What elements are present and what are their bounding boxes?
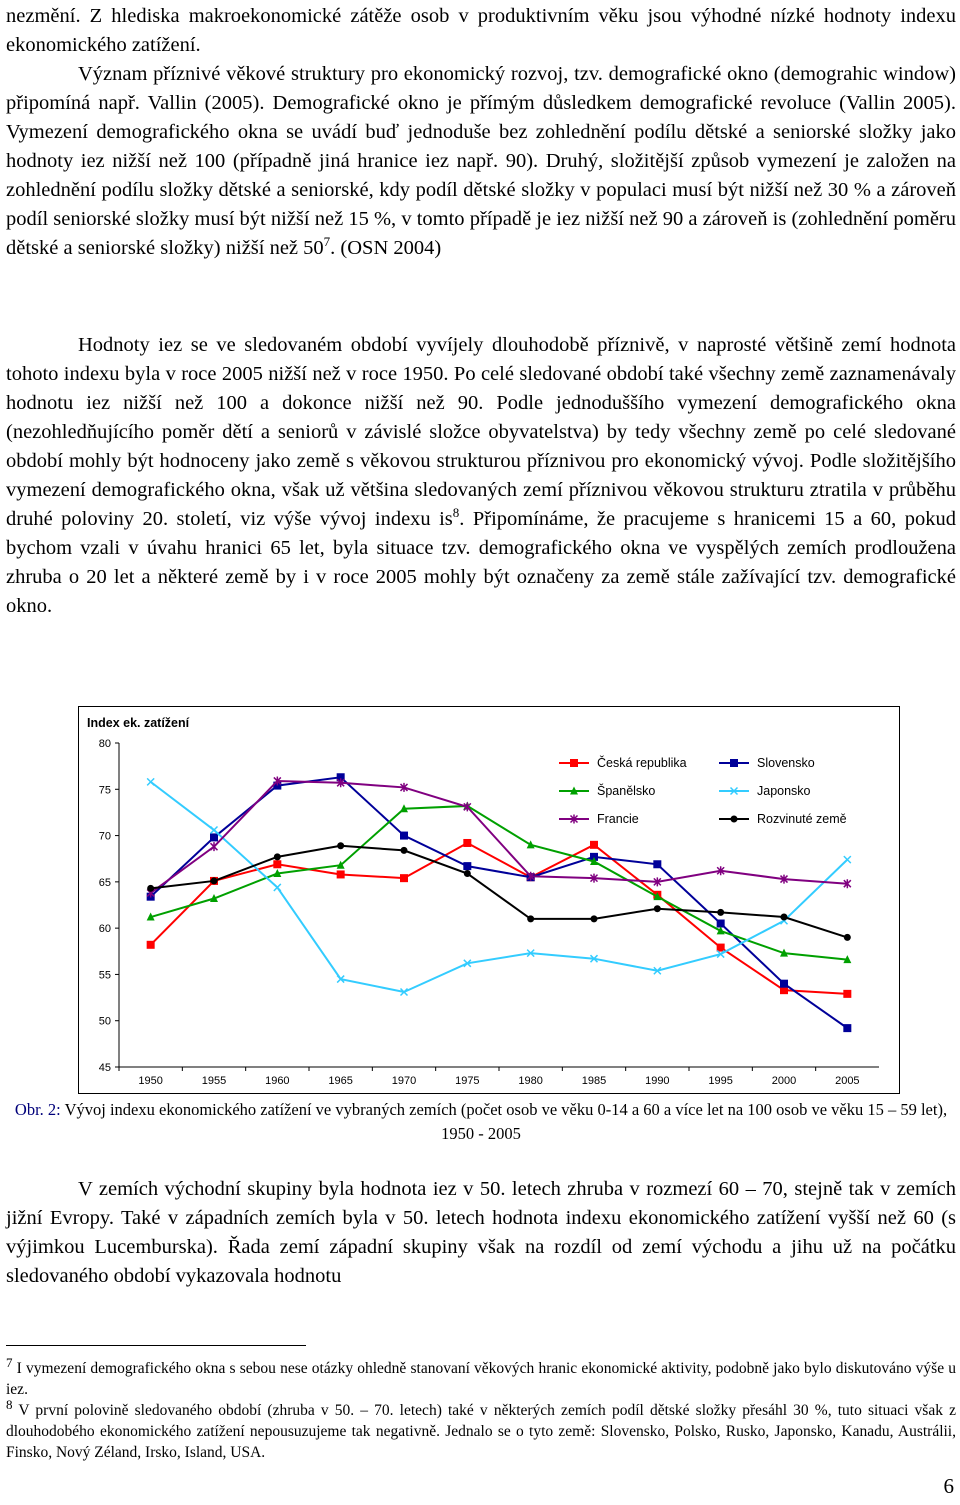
paragraph-demographic-window-tail: . (OSN 2004) [330,237,442,259]
legend-label: Česká republika [597,756,687,770]
data-point [211,842,218,851]
x-tick-label: 1965 [328,1075,353,1087]
data-point [211,827,218,834]
data-point [274,884,281,891]
figure-caption [6,1098,956,1146]
data-point [781,914,788,921]
data-point [844,934,851,941]
data-point [654,905,661,912]
y-tick-label: 70 [98,830,111,843]
footnote-8 [6,1396,956,1463]
data-point [211,834,218,841]
x-tick-label: 1995 [708,1075,733,1087]
data-point [844,990,851,997]
x-tick-label: 1975 [455,1075,480,1087]
data-point [401,832,408,839]
data-point [147,885,154,892]
data-point [781,987,788,994]
x-tick-label: 1955 [201,1075,227,1087]
legend-label: Slovensko [757,756,815,770]
series-line-2 [151,806,848,960]
x-tick-label: 1985 [581,1075,607,1087]
footnote-8-number: 8 [6,1396,13,1412]
footnotes [6,1354,957,1463]
y-tick-label: 55 [98,969,111,982]
page-number: 6 [943,1474,954,1498]
data-point [591,841,598,848]
footnote-separator [6,1345,306,1346]
data-point [147,778,154,785]
legend-label: Španělsko [597,784,656,798]
data-point [147,941,154,948]
paragraph-eastern-group-text: V zemích východní skupiny byla hodnota iez v 50. letech zhruba v rozmezí 60 – 70, stejně tak v zemích jižní Evropy. Také v západních zemích byla v 50. letech hodnota indexu ekonomického zatížení vyšší než 60 (s výjimkou Lucemburska). Řada zemí západní skupiny však na rozdíl od zemí východu a jihu už na počátku sledovaného období vykazovala hodnotu [6,1178,956,1287]
legend-label: Francie [597,812,639,826]
x-tick-label: 1990 [645,1075,670,1087]
legend-marker [731,760,738,767]
y-tick-label: 80 [98,738,111,750]
y-tick-label: 65 [98,876,111,889]
paragraph-intro: nezmění. Z hlediska makroekonomické zátěže osob v produktivním věku jsou výhodné nízké hodnoty indexu ekonomického zatížení. [6,5,956,56]
data-point [527,915,534,922]
data-point [274,853,281,860]
data-point [401,875,408,882]
x-tick-label: 1960 [265,1075,290,1087]
data-point [337,871,344,878]
y-tick-label: 75 [98,784,111,797]
footnote-ref-7[interactable]: 7 [323,234,331,250]
footnote-8-text: V první polovině sledovaného období (zhruba v 50. – 70. letech) také v některých zemích podíl dětské složky přesáhl 30 %, tuto situaci však z dlouhodobého ekonomického zatížení nepousuzujeme tak negativně. Jednalo se o tyto země: Slovensko, Polsko, Rusko, Japonsko, Kanadu, Austrálii, Finsko, Nový Zéland, Irsko, Island, USA. [6,1402,956,1461]
figure-caption-label: Obr. 2: [14,1100,61,1119]
y-tick-label: 60 [98,923,111,936]
data-point [844,856,851,863]
data-point [401,847,408,854]
data-point [464,839,471,846]
data-point [717,909,724,916]
paragraph-eastern-group [6,1175,956,1291]
y-tick-label: 50 [98,1015,111,1028]
x-tick-label: 1970 [391,1075,417,1087]
figure-caption-text: Vývoj indexu ekonomického zatížení ve vybraných zemích (počet osob ve věku 0-14 a 60 a více let na 100 osob ve věku 15 – 59 let), 1950 - 2005 [64,1100,948,1143]
series-line-1 [151,777,848,1028]
data-point [717,944,724,951]
data-point [781,980,788,987]
data-point [654,861,661,868]
footnote-7-text: I vymezení demografického okna s sebou nese otázky ohledně stanovaní věkových hranic ekonomické aktivity, podobně jako bylo diskutováno výše u iez. [6,1360,957,1398]
x-tick-label: 1950 [138,1075,163,1087]
data-point [527,840,535,848]
legend-marker [731,816,738,823]
paragraph-iez-values [6,331,956,621]
legend-label: Rozvinuté země [757,812,847,826]
x-tick-label: 1980 [518,1075,543,1087]
data-point [337,842,344,849]
paragraph-iez-values-text: Hodnoty iez se ve sledovaném období vyvíjely dlouhodobě příznivě, v naprosté většině zemí hodnota tohoto indexu byla v roce 2005 nižší než v roce 1950. Po celé sledované období také všechny země zaznamenávaly hodnotu iez nižší než 100 a dokonce nižší než 90. Podle jednoduššího vymezení demografického okna (nezohledňujícího poměr dětí a seniorů v závislé složce obyvatelstva) by tedy všechny země po celé sledované období mohly být hodnoceny jako země s věkovou strukturou příznivou pro ekonomický vývoj. Podle složitějšího vymezení demografického okna, však už většina sledovaných zemí příznivou věkovou strukturu ztratila v průběhu druhé poloviny 20. století, viz výše vývoj indexu is [6,334,956,530]
data-point [717,920,724,927]
line-chart [78,706,900,1094]
data-point [591,915,598,922]
legend-marker [571,760,578,767]
data-point [274,861,281,868]
paragraph-demographic-window [6,60,956,263]
line-chart-svg [79,707,899,1093]
series-line-3 [151,782,848,992]
data-point [464,863,471,870]
paragraph-demographic-window-text: Význam příznivé věkové struktury pro ekonomický rozvoj, tzv. demografické okno (demograhic window) připomíná např. Vallin (2005). Demografické okno je přímým důsledkem demografické revoluce (Vallin 2005). Vymezení demografického okna se uvádí buď jednoduše bez zohlednění podílu dětské a seniorské složky jako hodnoty iez nižší než 100 (případně jiná hranice iez např. 90). Druhý, složitější způsob vymezení je založen na zohlednění podílu složky dětské a seniorské, kdy podíl dětské složky v populaci musí být nižší než 30 % a zároveň podíl seniorské složky musí být nižší než 15 %, v tomto případě je iez nižší než 90 a zároveň is (zohlednění poměru dětské a seniorské složky) nižší než 50 [6,63,956,259]
legend-label: Japonsko [757,784,811,798]
footnote-7 [6,1354,957,1400]
x-tick-label: 2005 [835,1075,860,1087]
y-tick-label: 45 [98,1062,111,1074]
paragraph-iez-values-tail: . Připomínáme, že pracujeme s hranicemi 15 a 60, pokud bychom vzali v úvahu hranici 65 let, byla situace tzv. demografického okna ve vyspělých zemích prodloužena zhruba o 20 let a některé země by i v roce 2005 mohly být označeny za země stále zažívající tzv. demografické okno. [6,508,956,617]
chart-title: Index ek. zatížení [87,716,190,730]
series-line-4 [151,781,848,893]
footnote-ref-8[interactable]: 8 [452,505,460,521]
data-point [844,1025,851,1032]
data-point [211,877,218,884]
footnote-7-number: 7 [6,1354,13,1370]
data-point [464,870,471,877]
x-tick-label: 2000 [771,1075,797,1087]
